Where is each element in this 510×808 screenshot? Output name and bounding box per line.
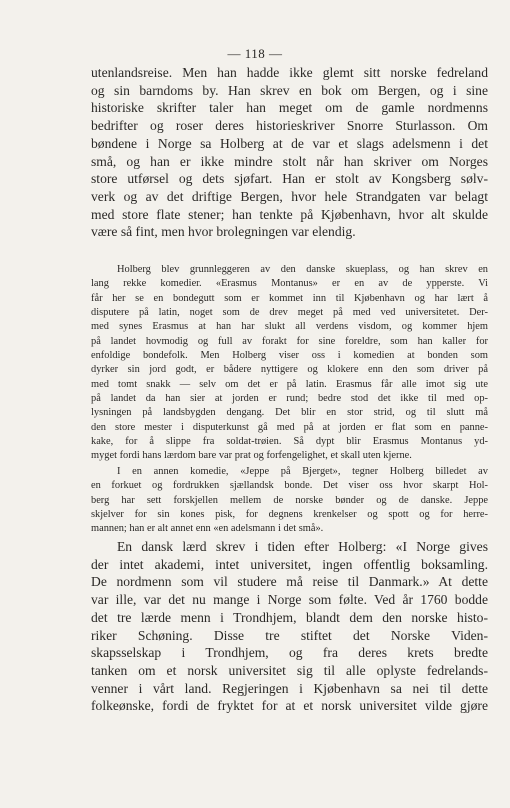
text-line: bøndene i Norge sa Holberg at de var et slags adelsmenn i det	[91, 135, 488, 151]
page-number: — 118 —	[227, 46, 283, 61]
text-line: mannen; han er alt annet enn «en adelsmann i det små».	[91, 523, 324, 535]
text-line: får her se en bondegutt som er kommet inn til Kjøbenhavn og har lært å	[91, 292, 488, 304]
text-line: med synes Erasmus at han har slukt all verdens visdom, og kommer hjem	[91, 321, 488, 333]
text-line: myget fordi hans lærdom bare var prat og forfengelighet, et skall uten kjerne.	[91, 450, 412, 462]
text-line: med tomt snakk — selv om det er på latin. Erasmus får alle imot sig ute	[91, 378, 488, 390]
text-line: Holberg blev grunnleggeren av den danske skueplass, og han skrev en	[117, 264, 488, 275]
text-line: skapsselskap i Trondhjem, og fra deres krets bredte	[91, 645, 488, 661]
text-line: historiske skrifter taler han meget om de gamle nordmenns	[91, 100, 488, 116]
text-line: lang rekke komedier. «Erasmus Montanus» er en av de ypperste. Vi	[91, 278, 488, 290]
text-line: dyrker sin jord godt, er bådere nyttigere og klokere enn den som driver på	[91, 364, 488, 376]
text-line: og sin barndoms by. Han skrev en bok om Bergen, og i sine	[91, 82, 488, 98]
text-line: den store mester i disputerkunst gå med på at jorden er flat som en panne-	[91, 421, 488, 433]
text-line: lysningen på landsbygden dengang. Det blir en stor strid, og til slutt må	[91, 407, 488, 419]
text-line: var ille, var det nu mange i Norge som følte. Ved år 1760 bodde	[91, 592, 488, 608]
text-line: folkeønske, fordi de fryktet for at et norsk universitet vilde gjøre	[91, 698, 488, 714]
small-paragraph-2	[91, 465, 488, 537]
text-line: I en annen komedie, «Jeppe på Bjerget», tegner Holberg billedet av	[117, 466, 488, 477]
text-line: på landet da han sier at jorden er rund; bedre stod det ikke til med op-	[91, 393, 488, 405]
text-line: store utførsel og dets sjøfart. Han er stolt av Kongsberg sølv-	[91, 171, 488, 187]
text-line: En dansk lærd skrev i tiden efter Holberg: «I Norge gives	[117, 539, 488, 554]
paragraph-1	[91, 64, 488, 241]
text-line: tanken om et norsk universitet sig til alle oplyste fedrelands-	[91, 662, 488, 678]
text-line: være så fint, men hvor brolegningen var elendig.	[91, 224, 356, 240]
text-line: med store flate stener; han tenkte på Kjøbenhavn, hvor alt skulde	[91, 206, 488, 222]
text-line: en forkuet og fordrukken sjællandsk bonde. Det viser oss hvor skarpt Hol-	[91, 480, 488, 492]
text-line: venner i vårt land. Regjeringen i Kjøbenhavn sa nei til dette	[91, 680, 488, 696]
text-line: enfoldige bondefolk. Men Holberg viser oss i komedien at bonden som	[91, 350, 488, 362]
text-line: utenlandsreise. Men han hadde ikke glemt sitt norske fedreland	[91, 65, 488, 80]
text-line: riker Schøning. Disse tre stiftet det Norske Viden-	[91, 627, 488, 643]
text-line: verk og av det driftige Bergen, hvor hele Strandgaten var belagt	[91, 188, 488, 204]
text-line: disputere på latin, noget som de drev meget på med ved universitetet. Der-	[91, 307, 488, 319]
text-line: små, og han er ikke mindre stolt når han skriver om Norges	[91, 153, 488, 169]
text-line: på landet hovmodig og full av forakt for sine foreldre, som han kaller for	[91, 335, 488, 347]
text-line: bedrifter og roser deres historieskriver Snorre Sturlasson. Om	[91, 118, 488, 134]
text-line: De nordmenn som vil studere må reise til Danmark.» At dette	[91, 574, 488, 590]
text-line: kake, for å slippe fra soldat-trøien. Så dypt blir Erasmus Montanus yd-	[91, 436, 488, 448]
paragraph-2	[91, 538, 488, 715]
text-line: det tre lærde menn i Trondhjem, blandt dem den norske histo-	[91, 609, 488, 625]
small-paragraph-1	[91, 263, 488, 464]
text-line: der intet akademi, intet universitet, ingen offentlig boksamling.	[91, 556, 488, 572]
text-line: berg har sett forskjellen mellem de norske bønder og de danske. Jeppe	[91, 494, 488, 506]
text-line: skjelver for sin kones pisk, for degnens krenkelser og spott og for herre-	[91, 509, 488, 521]
